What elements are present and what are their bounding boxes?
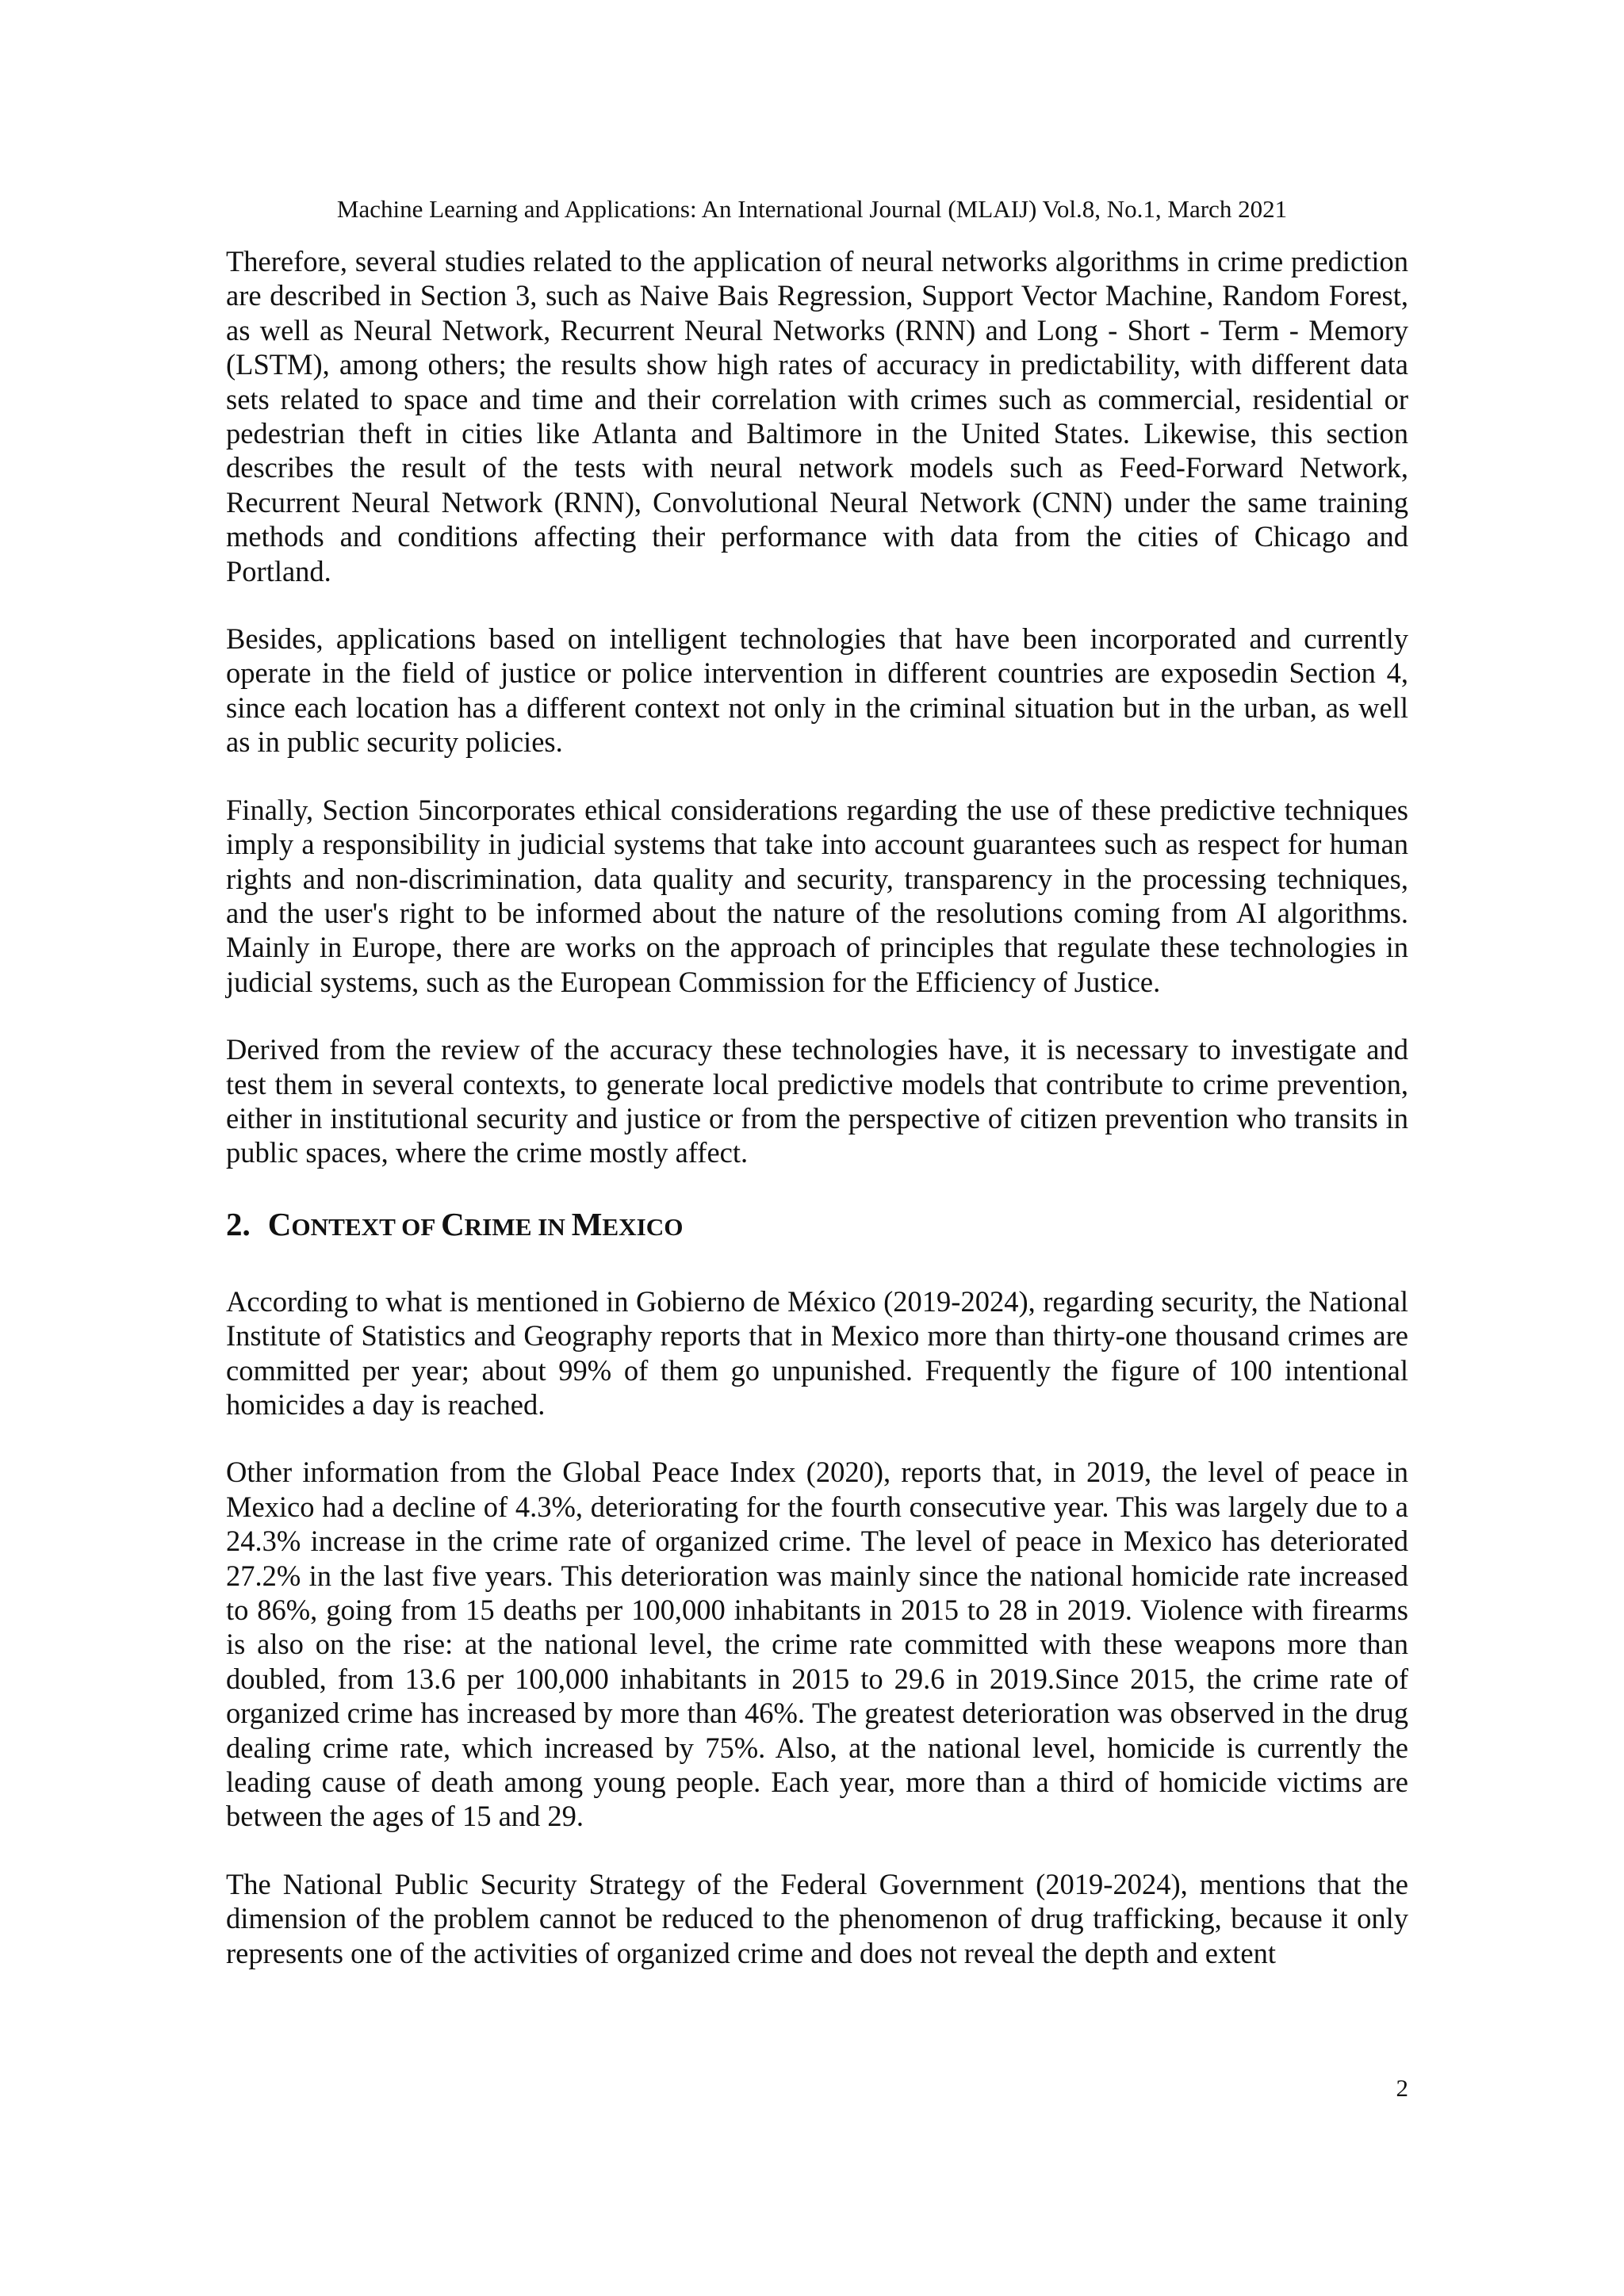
intro-paragraph: Derived from the review of the accuracy these technologies have, it is necessary to investigate and test them in several contexts, to generate local predictive models that contribute to crime prevention, either in institutional security and justice or from the perspective of citizen prevention who transits in public spaces, where the crime mostly affect. — [226, 1033, 1408, 1169]
page-body — [226, 244, 1408, 2003]
running-header: Machine Learning and Applications: An International Journal (MLAIJ) Vol.8, No.1, March 2021 — [336, 195, 1288, 223]
section-paragraph: The National Public Security Strategy of the Federal Government (2019-2024), mentions that the dimension of the problem cannot be reduced to the phenomenon of drug trafficking, because it only represents one of the activities of organized crime and does not reveal the depth and extent — [226, 1867, 1408, 1969]
intro-paragraph: Therefore, several studies related to the application of neural networks algorithms in crime prediction are described in Section 3, such as Naive Bais Regression, Support Vector Machine, Random Forest, as well as Neural Network, Recurrent Neural Networks (RNN) and Long - Short - Term - Memory (LSTM), among others; the results show high rates of accuracy in predictability, with different data sets related to space and time and their correlation with crimes such as commercial, residential or pedestrian theft in cities like Atlanta and Baltimore in the United States. Likewise, this section describes the result of the tests with neural network models such as Feed-Forward Network, Recurrent Neural Network (RNN), Convolutional Neural Network (CNN) under the same training methods and conditions affecting their performance with data from the cities of Chicago and Portland. — [226, 245, 1408, 587]
page-number: 2 — [1396, 2074, 1408, 2102]
section-paragraph: According to what is mentioned in Gobierno de México (2019-2024), regarding security, the National Institute of Statistics and Geography reports that in Mexico more than thirty-one thousand crimes are committed per year; about 99% of them go unpunished. Frequently the figure of 100 intentional homicides a day is reached. — [226, 1284, 1408, 1421]
section-heading — [226, 1203, 1408, 1248]
intro-paragraph: Finally, Section 5incorporates ethical considerations regarding the use of these predictive techniques imply a responsibility in judicial systems that take into account guarantees such as respect for human rights and non-discrimination, data quality and security, transparency in the processing techniques, and the user's right to be informed about the nature of the resolutions coming from AI algorithms. Mainly in Europe, there are works on the approach of principles that regulate these technologies in judicial systems, such as the European Commission for the Efficiency of Justice. — [226, 793, 1408, 998]
intro-paragraph: Besides, applications based on intelligent technologies that have been incorporated and currently operate in the field of justice or police intervention in different countries are exposedin Section 4, since each location has a different context not only in the criminal situation but in the urban, as well as in public security policies. — [226, 622, 1408, 759]
section-number: 2. — [226, 1205, 251, 1242]
section-title: CONTEXT OF CRIME IN MEXICO — [267, 1205, 684, 1242]
section-paragraph: Other information from the Global Peace Index (2020), reports that, in 2019, the level of peace in Mexico had a decline of 4.3%, deteriorating for the fourth consecutive year. This was largely due to a 24.3% increase in the crime rate of organized crime. The level of peace in Mexico has deteriorated 27.2% in the last five years. This deterioration was mainly since the national homicide rate increased to 86%, going from 15 deaths per 100,000 inhabitants in 2015 to 28 in 2019. Violence with firearms is also on the rise: at the national level, the crime rate committed with these weapons more than doubled, from 13.6 per 100,000 inhabitants in 2015 to 29.6 in 2019.Since 2015, the crime rate of organized crime has increased by more than 46%. The greatest deterioration was observed in the drug dealing crime rate, which increased by 75%. Also, at the national level, homicide is currently the leading cause of death among young people. Each year, more than a third of homicide victims are between the ages of 15 and 29. — [226, 1456, 1408, 1833]
